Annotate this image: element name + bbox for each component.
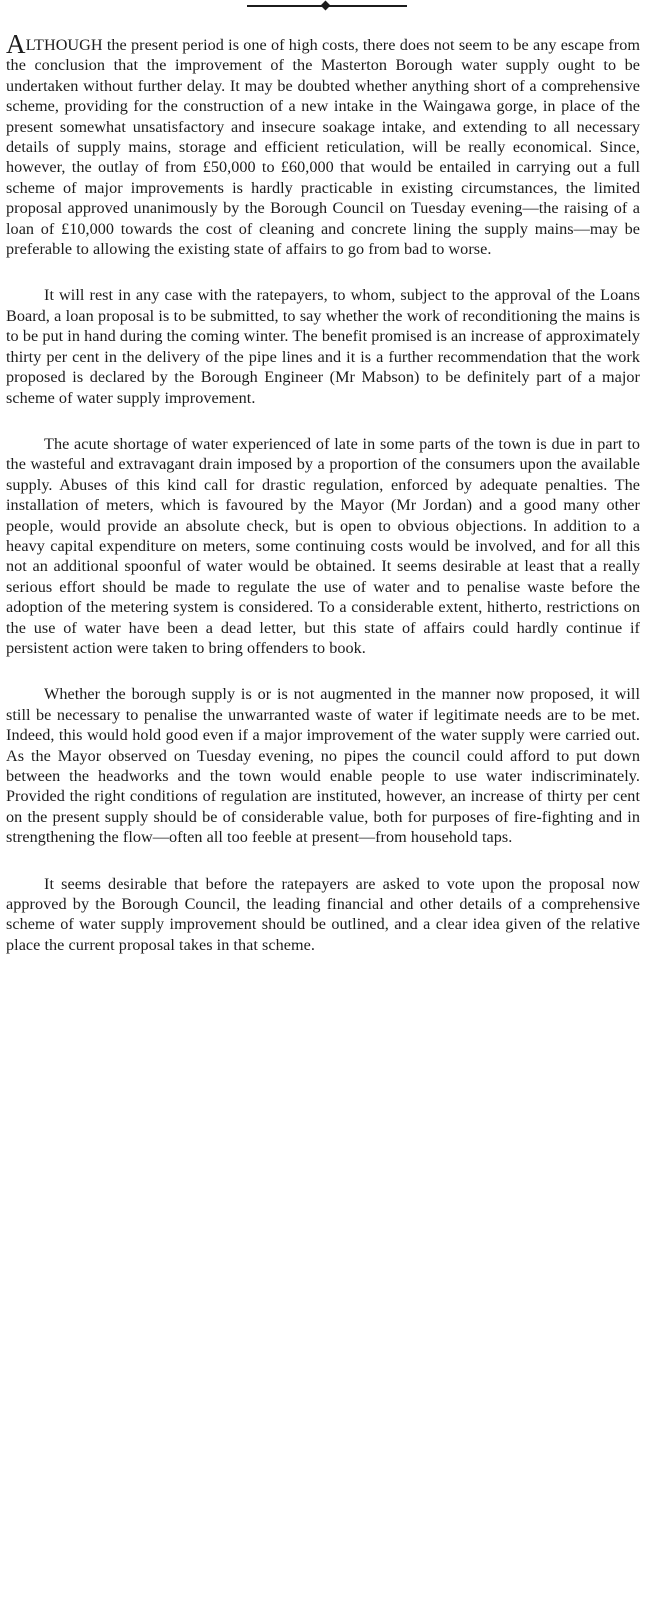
paragraph-4: Whether the borough supply is or is not augmented in the manner now proposed, it will still be necessary to penalise the unwarranted waste of water if legitimate needs are to be met. Indeed, this would hold good even if a major improvement of the water supply were carried out. As the Mayor observed on Tuesday evening, no pipes the council could afford to put down between the headworks and the town would enable people to use water indiscriminately. Provided the right conditions of regulation are instituted, however, an increase of thirty per cent on the present supply should be of considerable value, both for purposes of fire-fighting and in strengthening the flow—often all too feeble at present—from household taps. (6, 685, 640, 847)
paragraph-1 (6, 29, 640, 259)
divider-ornament (321, 1, 331, 11)
drop-cap: A (6, 29, 26, 59)
section-divider (0, 0, 654, 14)
paragraph-3: The acute shortage of water experienced of late in some parts of the town is due in part to the wasteful and extravagant drain imposed by a proportion of the consumers upon the available supply. Abuses of this kind call for drastic regulation, enforced by adequate penalties. The installation of meters, which is favoured by the Mayor (Mr Jordan) and a good many other people, would provide an absolute check, but is open to obvious objections. In addition to a heavy capital expenditure on meters, some continuing costs would be involved, and for all this not an additional spoonful of water would be obtained. It seems desirable at least that a really serious effort should be made to regulate the use of water and to penalise waste before the adoption of the metering system is considered. To a considerable extent, hitherto, restrictions on the use of water have been a dead letter, but this state of affairs could hardly continue if persistent action were taken to bring offenders to book. (6, 434, 640, 657)
editorial-article (6, 29, 640, 981)
paragraph-1-text: LTHOUGH the present period is one of high costs, there does not seem to be any escape from the conclusion that the improvement of the Masterton Borough water supply ought to be undertaken without further delay. It may be doubted whether anything short of a comprehensive scheme, providing for the construction of a new intake in the Waingawa gorge, in place of the present somewhat unsatisfactory and insecure soakage intake, and extending to all necessary details of supply mains, storage and efficient reticulation, will be really economical. Since, however, the outlay of from £50,000 to £60,000 that would be entailed in carrying out a full scheme of major improvements is hardly practicable in existing circumstances, the limited proposal approved unanimously by the Borough Council on Tuesday evening—the raising of a loan of £10,000 towards the cost of cleaning and concrete lining the supply mains—may be preferable to allowing the existing state of affairs to go from bad to worse. (6, 36, 640, 259)
paragraph-5: It seems desirable that before the ratepayers are asked to vote upon the proposal now approved by the Borough Council, the leading financial and other details of a comprehensive scheme of water supply improvement should be outlined, and a clear idea given of the relative place the current proposal takes in that scheme. (6, 874, 640, 954)
paragraph-2: It will rest in any case with the ratepayers, to whom, subject to the approval of the Loans Board, a loan proposal is to be submitted, to say whether the work of reconditioning the mains is to be put in hand during the coming winter. The benefit promised is an increase of approximately thirty per cent in the delivery of the pipe lines and it is a further recommendation that the work proposed is declared by the Borough Engineer (Mr Mabson) to be definitely part of a major scheme of water supply improvement. (6, 286, 640, 407)
